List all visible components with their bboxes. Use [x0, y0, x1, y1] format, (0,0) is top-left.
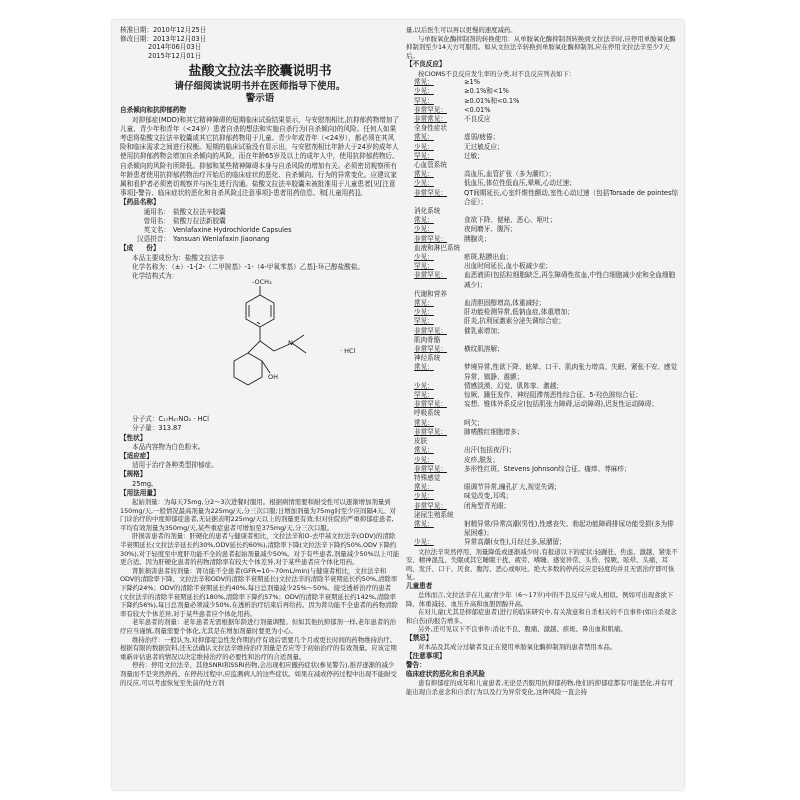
frequency-label: 常见： [414, 299, 434, 308]
adverse-row [406, 225, 678, 234]
reaction-text: QT间期延长,心室纤维性颤动,室性心动过速（包括Torsade de pointes综合征）； [464, 188, 678, 206]
document-subtitle: 请仔细阅读说明书并在医师指导下使用。 [174, 81, 346, 93]
name-row-value: 盐酸万拉法新胶囊 [173, 216, 226, 225]
reaction-text: 味觉改变,耳鸣； [464, 492, 513, 501]
frequency-label: 常见： [414, 363, 434, 372]
frequency-label: 少见： [414, 87, 434, 96]
approval-date: 核准日期：2010年12月25日 [120, 26, 207, 34]
name-row-value: Venlafaxine Hydrochloride Capsules [173, 226, 292, 235]
system-title: 特殊感觉 [414, 473, 441, 482]
reaction-text: 出汗(包括夜汗)； [464, 446, 516, 455]
frequency-label: 常见： [414, 483, 434, 492]
reaction-text: 无过敏反应； [464, 142, 504, 151]
frequency-label: 罕见： [414, 317, 434, 326]
frequency-label: 罕见： [414, 96, 434, 105]
frequency-label: 非常罕见： [414, 234, 447, 243]
adverse-row [406, 391, 678, 400]
section-contraindications: 【禁忌】 [406, 634, 433, 643]
name-row [120, 217, 400, 226]
reaction-text: 食欲下降、便秘、恶心、呕吐； [464, 216, 557, 225]
reaction-text: 过敏； [464, 151, 484, 160]
chemical-structure [120, 278, 400, 415]
name-row-label: 曾用名： [143, 216, 170, 225]
traits-text: 本品内容物为白色粉末。 [132, 442, 205, 451]
adverse-row [406, 189, 678, 207]
usage-paragraph: 停药：停用文拉法辛、其他SNRI和SSRI药物,会出现相应撤药症状(参见警告),推荐逐渐的减少剂量而不是突然停药。在停药过程中,应监测病人的这些症状。如果在减或停药过程中出现不能耐受的反应,可以考虑恢复至先前的处方剂 [120, 661, 397, 687]
usage-paragraph: 维持治疗：一般认为,对抑郁症急性发作期治疗有效后需要几个月或更长时间的药物维持治疗。根据有限的数据资料,还无法确认文拉法辛维持治疗剂量是否应等于初始治疗的有效剂量。应该定期重新评估患者的情况以决定维持治疗的必要性和治疗的合适剂量。 [120, 635, 397, 661]
usage-paragraph: 肾脏损害患者的剂量：肾功能不全患者(GFR=10~70mL/min)与健康者相比，文拉法辛和ODV的清除率下降、文拉法辛和ODV的清除半衰期延长(文拉法辛的清除半衰期延长约50%,清除率下降约24%；ODV的清除半衰期延长约40%,每日总剂量减少25%～50%。接受透析治疗的患者(文拉法辛的清除半衰期延长约180%,清除率下降约57%；ODV的清除半衰期延长约142%,清除率下降约56%),每日总剂量必须减少50%,在透析治疗结束后再给药。因为肾功能不全患者的药物清除率有较大个体差异,对于某些患者应个体化用药。 [120, 566, 398, 618]
system-title: 神经系统 [414, 354, 441, 363]
adverse-row [406, 419, 678, 428]
adverse-row [406, 446, 678, 455]
frequency-label: 非常罕见： [414, 326, 447, 335]
revision-date: 2015年12月01日 [148, 51, 202, 60]
frequency-label: 非常罕见： [414, 271, 447, 280]
adverse-intro: 按CIOMS不良反应发生率的分类,对不良反应列表如下： [418, 69, 576, 78]
frequency-label: 少见： [414, 538, 434, 547]
frequency-label: 少见： [414, 308, 434, 317]
reaction-text: 妄想、锥体外系反应(包括肌张力障碍,运动障碍),迟发性运动障碍； [464, 400, 658, 409]
adverse-row [406, 465, 678, 474]
frequency-label: 少见： [414, 381, 434, 390]
adverse-row [406, 327, 678, 336]
section-composition: 【成 份】 [120, 244, 160, 253]
reaction-text: ≥1% [464, 78, 480, 87]
revision-date: 修改日期：2013年12月03日 [120, 34, 207, 43]
reaction-text: 虚弱/疲倦； [464, 133, 500, 142]
frequency-label: 非常罕见： [414, 501, 447, 510]
reaction-text: 闭角型青光眼； [464, 501, 511, 510]
section-indication: 【适应症】 [120, 452, 153, 461]
children-paragraph: 在对儿童(尤其是抑郁症患者)进行的临床研究中,有关敌意和自杀相关的不良事件(如自杀观念和自伤)的报告增多。 [406, 608, 677, 625]
section-adverse-reactions: 【不良反应】 [406, 60, 446, 69]
section-traits: 【性状】 [120, 433, 147, 442]
caution-heading: 临床症状的恶化和自杀风险 [406, 670, 486, 679]
adverse-row [406, 97, 678, 106]
section-usage: 【用法用量】 [120, 488, 160, 497]
frequency-label: 非常罕见： [414, 105, 447, 114]
reaction-text: 出血时间延长,血小板减少症； [464, 262, 552, 271]
usage-paragraph: 肝损害患者的剂量：肝硬化的患者与健康者相比，文拉法辛和O-去甲基文拉法辛(ODV)的清除半衰期延长(文拉法辛延长约30%,ODV延长约60%),清除率下降(文拉法辛下降约50%,ODV下降约30%),对于轻度至中度肝功能不全的患者起始剂量减少50%。对于有些患者,剂量减少50%以上可能更合适。因为肝硬化患者的药物清除率有较大个体差异,对于某些患者应个体化用药。 [120, 532, 400, 567]
system-title: 心血管系统 [414, 161, 447, 169]
adverse-row [406, 345, 678, 354]
system-title: 肌肉骨骼 [414, 335, 441, 344]
benzene-ring [246, 295, 274, 327]
frequency-label: 非常罕见： [414, 427, 447, 436]
system-title: 泌尿生殖系统 [414, 510, 454, 519]
adverse-row [406, 520, 678, 538]
warning-text: 对抑郁症(MDD)和其它精神障碍的短期临床试验结果显示，与安慰剂相比,抗抑郁药物增加了儿童、青少年和青年（<24岁）患者自杀的想法和实施自杀行为(自杀倾向)的风险。任何人如果考虑将盐酸文拉法辛胶囊或其它抗抑郁药物用于儿童、青少年或青年（<24岁），都必须在其风险和临床需求之间进行权衡。短期的临床试验没有显示出，与安慰剂相比年龄大于24岁的成年人使用抗抑郁药物会增加自杀倾向的风险，而在年龄65岁及以上的成年人中，使用抗抑郁药物后,自杀倾向的风险有所降低。抑郁和某些精神障碍本身与自杀风险的增加有关。必须密切观察所有年龄患者使用抗抑郁药物治疗开始后的临床症状的恶化、自杀倾向、行为的异常变化。应建议家属和看护者必须密切观察并与医生进行沟通。盐酸文拉法辛胶囊未被批准用于儿童患者[见[注意事项]-警告、临床症状的恶化和自杀风险;[注意事项]-患者用药信息、和[儿童用药]]。 [120, 115, 400, 198]
caution-text: 患有抑郁症的成年和儿童患者,无论是否服用抗抑郁药物,他们的抑郁症都有可能恶化,并有可能出现自杀意念和自杀行为以及行为异常变化,这种风险一直会持 [406, 679, 674, 697]
maoi-switch-text: 与单胺氧化酶抑制剂的转换使用：从单胺氧化酶抑制剂转换到文拉法辛时,应停用单胺氧化酶抑制剂至少14天方可服用。如从文拉法辛转换到单胺氧化酶抑制剂,应在停用文拉法辛至少7天后。 [406, 34, 676, 60]
adverse-row [406, 78, 678, 87]
reaction-text: 呵欠； [464, 418, 484, 427]
adverse-row [406, 382, 678, 391]
reaction-text: 肺嗜酸红细胞增多； [464, 427, 524, 436]
frequency-label: 罕见： [414, 391, 434, 400]
adverse-row [406, 428, 678, 437]
reaction-text: ≥0.01%和<0.1% [464, 96, 520, 105]
name-row-label: 英文名： [143, 226, 170, 235]
name-row [120, 235, 400, 244]
name-row [120, 226, 400, 235]
frequency-definitions [406, 78, 678, 124]
warning-heading: 自杀倾向和抗抑郁药物 [120, 106, 186, 115]
nitrogen-label: N [288, 339, 293, 348]
usage-paragraph: 老年患者的剂量：老年患者无需根据年龄进行剂量调整。但如其他抗抑郁剂一样,老年患者的治疗应当谨慎,剂量需要个体化,尤其是在增加剂量时要更为小心。 [120, 618, 397, 635]
instruction-sheet [112, 20, 684, 790]
reaction-text: 梦境异常,性欲下降、眩晕、口干、肌肉张力增高、失眠、紧张不安、感觉异常、镇静、震颤； [464, 363, 678, 381]
system-title: 全身性症状 [414, 124, 447, 133]
caution-label: 警告： [406, 661, 426, 670]
adverse-row [406, 216, 678, 225]
system-title: 消化系统 [414, 207, 441, 216]
frequency-label: 罕见： [414, 262, 434, 271]
reaction-text: 情感淡漠、幻觉、肌阵挛、激越； [464, 381, 563, 390]
reaction-text: 肝功能检测异常,低钠血症,体重增加； [464, 308, 574, 317]
adverse-row [406, 456, 678, 465]
reaction-text: 异常高潮(女性),月经过多,尿潴留； [464, 538, 566, 547]
adverse-row [406, 492, 678, 501]
reaction-text: 瘀斑,粘膜出血； [464, 253, 513, 262]
frequency-label: 非常罕见： [414, 188, 447, 197]
approval-dates [120, 26, 400, 60]
warning-title: 警示语 [245, 93, 275, 105]
frequency-label: 常见： [414, 519, 434, 528]
name-row-label: 汉语拼音： [137, 235, 170, 244]
adverse-row [406, 143, 678, 152]
reaction-text: 胰腺炎； [464, 234, 491, 243]
frequency-label: 少见： [414, 225, 434, 234]
frequency-label: 少见： [414, 253, 434, 262]
withdrawal-text: 文拉法辛突然停用、剂量降低或逐渐减少时,有报道以下的症状:轻躁狂、焦虑、激越、紧张不安、精神混乱、失眠或其它睡眠干扰、疲劳、嗜睡、感觉异常、头昏、惊厥、眩晕、头痛、耳鸣、发汗、口干、厌食、腹泻、恶心或呕吐。绝大多数的停药反应是轻度的并且无需治疗即可恢复。 [406, 547, 678, 582]
structure-diagram [120, 281, 400, 415]
reaction-text: 惊厥、躁狂发作、神经阻滞剂恶性综合征、5-羟色胺综合征； [464, 391, 643, 400]
adverse-row [406, 115, 678, 124]
frequency-label: 少见： [414, 492, 434, 501]
reaction-text: 肝炎,抗利尿激素分泌失调综合症； [464, 317, 566, 326]
section-spec: 【规格】 [120, 470, 147, 479]
adverse-row [406, 152, 678, 161]
name-row-value: 盐酸文拉法辛胶囊 [173, 207, 226, 216]
frequency-label: 常见： [414, 216, 434, 225]
usage-paragraph: 起始剂量：为每天75mg,分2～3次进餐时服用。根据病情需要和耐受性可以逐渐增加剂量到150mg/天,一般情况最高剂量为225mg/天,分三次口服;日增加剂量为75mg时至少应间隔4天。对门诊治疗的中度抑郁症患者,无证据表明225mg/天以上的剂量更有效;但对住院的严重抑郁症患者,平均有效剂量为350mg/天,某些重症患者可增加至375mg/天,分三次口服。 [120, 498, 397, 532]
hydroxyl-label: OH [268, 373, 279, 382]
reaction-text: 皮疹,脱发； [464, 455, 500, 464]
reaction-text: <0.01% [464, 105, 491, 114]
revision-date: 2014年06月03日 [148, 43, 202, 52]
continued-text: 量,以后医生可以再以更慢的速度减药。 [406, 26, 517, 34]
chemical-name: 化学名称为：（±）-1-[2-（二甲胺基）-1-（4-甲氧苯基）乙基]-环己醇盐酸盐。 [132, 262, 365, 271]
reaction-text: 横纹肌溶解； [464, 345, 504, 354]
frequency-label: 非常罕见： [414, 345, 447, 354]
adverse-row [406, 299, 678, 308]
adverse-row [406, 363, 678, 381]
adverse-row [406, 271, 678, 289]
system-title: 皮肤 [414, 437, 428, 446]
frequency-label: 非常罕见： [414, 464, 447, 473]
adverse-row [406, 502, 678, 511]
reaction-text: 不良反应 [464, 114, 491, 123]
left-column [120, 26, 400, 786]
molecular-formula: 分子式：C₁₇H₂₇NO₂ · HCl [132, 415, 209, 424]
adverse-row [406, 179, 678, 188]
reaction-text: 血清胆固醇增高,体重减轻； [464, 299, 546, 308]
adverse-row [406, 538, 678, 547]
section-children: 儿童患者 [406, 581, 433, 590]
section-drug-name: 【药品名称】 [120, 198, 160, 207]
frequency-label: 少见： [414, 142, 434, 151]
cyclohexane-ring [234, 353, 262, 385]
name-row-value: Yansuan Wenlafaxin Jiaonang [173, 235, 270, 244]
frequency-label: 少见： [414, 179, 434, 188]
spec-text: 25mg。 [132, 479, 158, 488]
document-title: 盐酸文拉法辛胶囊说明书 [188, 64, 332, 80]
children-paragraph: 另外,还可见以下不良事件:消化不良、腹痛、激越、瘀斑、鼻出血和肌痛。 [418, 625, 627, 634]
methoxy-label: -OCH₃ [252, 278, 272, 287]
children-paragraph: 总体而言,文拉法辛在儿童/青少年（6～17岁)中的不良反应与成人相似。例如可出现食欲下降、体重减轻、血压升高和血胆固醇升高。 [406, 591, 674, 608]
reaction-text: 多形性红斑、Stevens Johnson综合征、瘙痒、荨麻疹； [464, 464, 631, 473]
right-column [406, 26, 678, 786]
reaction-text: 催乳素增加； [464, 326, 504, 335]
adverse-row [406, 400, 678, 409]
system-title: 呼吸系统 [414, 409, 441, 418]
adverse-row [406, 87, 678, 96]
adverse-row [406, 106, 678, 115]
frequency-label: 常见： [414, 133, 434, 142]
reaction-text: 夜间磨牙、腹泻； [464, 225, 517, 234]
frequency-label: 罕见： [414, 151, 434, 160]
reaction-text: 低血压,体位性低血压,晕厥,心动过速； [464, 179, 576, 188]
frequency-label: 非常常见： [414, 114, 447, 123]
adverse-systems [406, 124, 678, 547]
adverse-row [406, 483, 678, 492]
reaction-text: 射精异常/异常高潮(男性),性感丧失、勃起功能障碍排尿功能受损(多为排尿困难)； [464, 519, 674, 538]
adverse-row [406, 133, 678, 142]
hcl-label: · HCl [340, 347, 356, 356]
frequency-label: 常见： [414, 170, 434, 179]
adverse-row [406, 253, 678, 262]
adverse-row [406, 317, 678, 326]
frequency-label: 常见： [414, 78, 434, 87]
reaction-text: 眼调节异常,瞳孔扩大,视觉失调； [464, 483, 561, 492]
section-precautions: 【注意事项】 [406, 651, 446, 660]
reaction-text: ≥0.1%和<1% [464, 87, 509, 96]
reaction-text: 血恶液质(包括粒细胞缺乏,再生障碍性贫血,中性白细胞减少症和全血细胞减少)； [464, 271, 676, 289]
frequency-label: 常见： [414, 446, 434, 455]
molecular-weight: 分子量：313.87 [132, 424, 182, 433]
indication-text: 适用于治疗各种类型抑郁症。 [132, 461, 218, 470]
system-title: 代谢和营养 [414, 289, 447, 298]
contraindication-text: 对本品及其成分过敏者及正在使用单胺氧化酶抑制剂的患者禁用本品。 [418, 643, 617, 652]
frequency-label: 非常罕见： [414, 400, 447, 409]
composition-text: 本品主要成份为：盐酸文拉法辛 [132, 253, 225, 262]
frequency-label: 少见： [414, 455, 434, 464]
adverse-row [406, 235, 678, 244]
reaction-text: 高血压,血管扩张（多为潮红）； [464, 170, 556, 179]
name-row [120, 208, 400, 217]
frequency-label: 常见： [414, 418, 434, 427]
structure-label: 化学结构式为： [132, 272, 179, 281]
name-row-label: 通用名： [143, 207, 170, 216]
system-title: 血液和淋巴系统 [414, 243, 461, 252]
